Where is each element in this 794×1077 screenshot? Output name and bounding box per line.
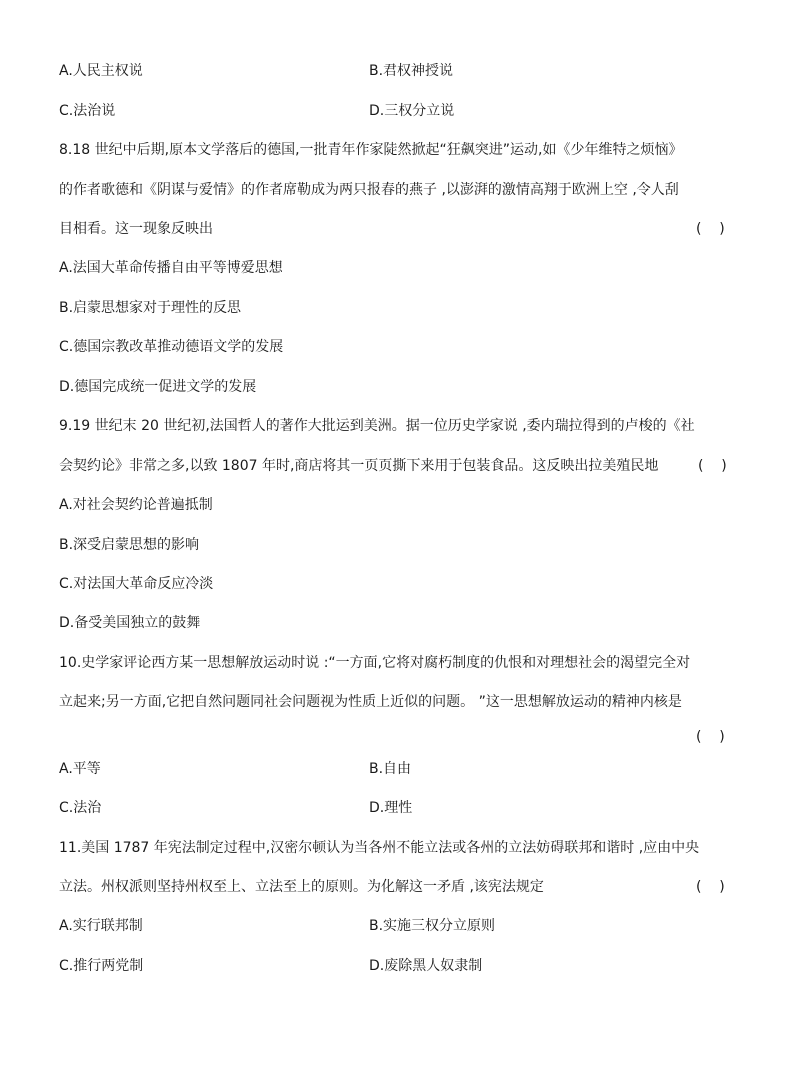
q9-option-d: D.备受美国独立的鼓舞 [59,615,201,631]
q9-stem-line-1: 9.19 世纪末 20 世纪初,法国哲人的著作大批运到美洲。据一位历史学家说 ,委内瑞拉得到的卢梭的《社 [59,418,695,434]
q11-stem-line-1: 11.美国 1787 年宪法制定过程中,汉密尔顿认为当各州不能立法或各州的立法妨碍联邦和谐时 ,应由中央 [59,840,700,856]
q10-answer-paren: ( ) [696,729,725,745]
q11-option-d: D.废除黑人奴隶制 [369,958,483,974]
q9-option-c: C.对法国大革命反应冷淡 [59,576,214,592]
q8-stem-line-3: 目相看。这一现象反映出 [59,221,213,237]
q10-stem-line-2: 立起来;另一方面,它把自然问题同社会问题视为性质上近似的问题。 ”这一思想解放运动的精神内核是 [59,694,682,710]
q10-stem-line-1: 10.史学家评论西方某一思想解放运动时说 :“一方面,它将对腐朽制度的仇恨和对理想社会的渴望完全对 [59,655,691,671]
q10-option-a: A.平等 [59,761,101,777]
q8-option-d: D.德国完成统一促进文学的发展 [59,379,257,395]
q9-option-b: B.深受启蒙思想的影响 [59,537,200,553]
q10-option-b: B.自由 [369,761,412,777]
q7-option-b: B.君权神授说 [369,63,454,79]
q9-option-a: A.对社会契约论普遍抵制 [59,497,213,513]
q7-option-d: D.三权分立说 [369,103,455,119]
q8-answer-paren: ( ) [696,221,725,237]
q10-option-d: D.理性 [369,800,413,816]
q11-option-a: A.实行联邦制 [59,918,143,934]
q9-stem-line-2: 会契约论》非常之多,以致 1807 年时,商店将其一页页撕下来用于包装食品。这反映出拉美殖民地 [59,458,659,474]
q7-option-a: A.人民主权说 [59,63,143,79]
q8-stem-line-1: 8.18 世纪中后期,原本文学落后的德国,一批青年作家陡然掀起“狂飙突进”运动,如《少年维特之烦恼》 [59,142,683,158]
q11-stem-line-2: 立法。州权派则坚持州权至上、立法至上的原则。为化解这一矛盾 ,该宪法规定 [59,879,544,895]
q11-answer-paren: ( ) [696,879,725,895]
q11-option-c: C.推行两党制 [59,958,144,974]
q10-option-c: C.法治 [59,800,102,816]
q11-option-b: B.实施三权分立原则 [369,918,496,934]
q9-answer-paren: ( ) [698,458,727,474]
q8-stem-line-2: 的作者歌德和《阴谋与爱情》的作者席勒成为两只报春的燕子 ,以澎湃的激情高翔于欧洲上空 ,令人刮 [59,182,679,198]
q8-option-a: A.法国大革命传播自由平等博爱思想 [59,260,283,276]
q8-option-c: C.德国宗教改革推动德语文学的发展 [59,339,284,355]
q7-option-c: C.法治说 [59,103,116,119]
q8-option-b: B.启蒙思想家对于理性的反思 [59,300,242,316]
